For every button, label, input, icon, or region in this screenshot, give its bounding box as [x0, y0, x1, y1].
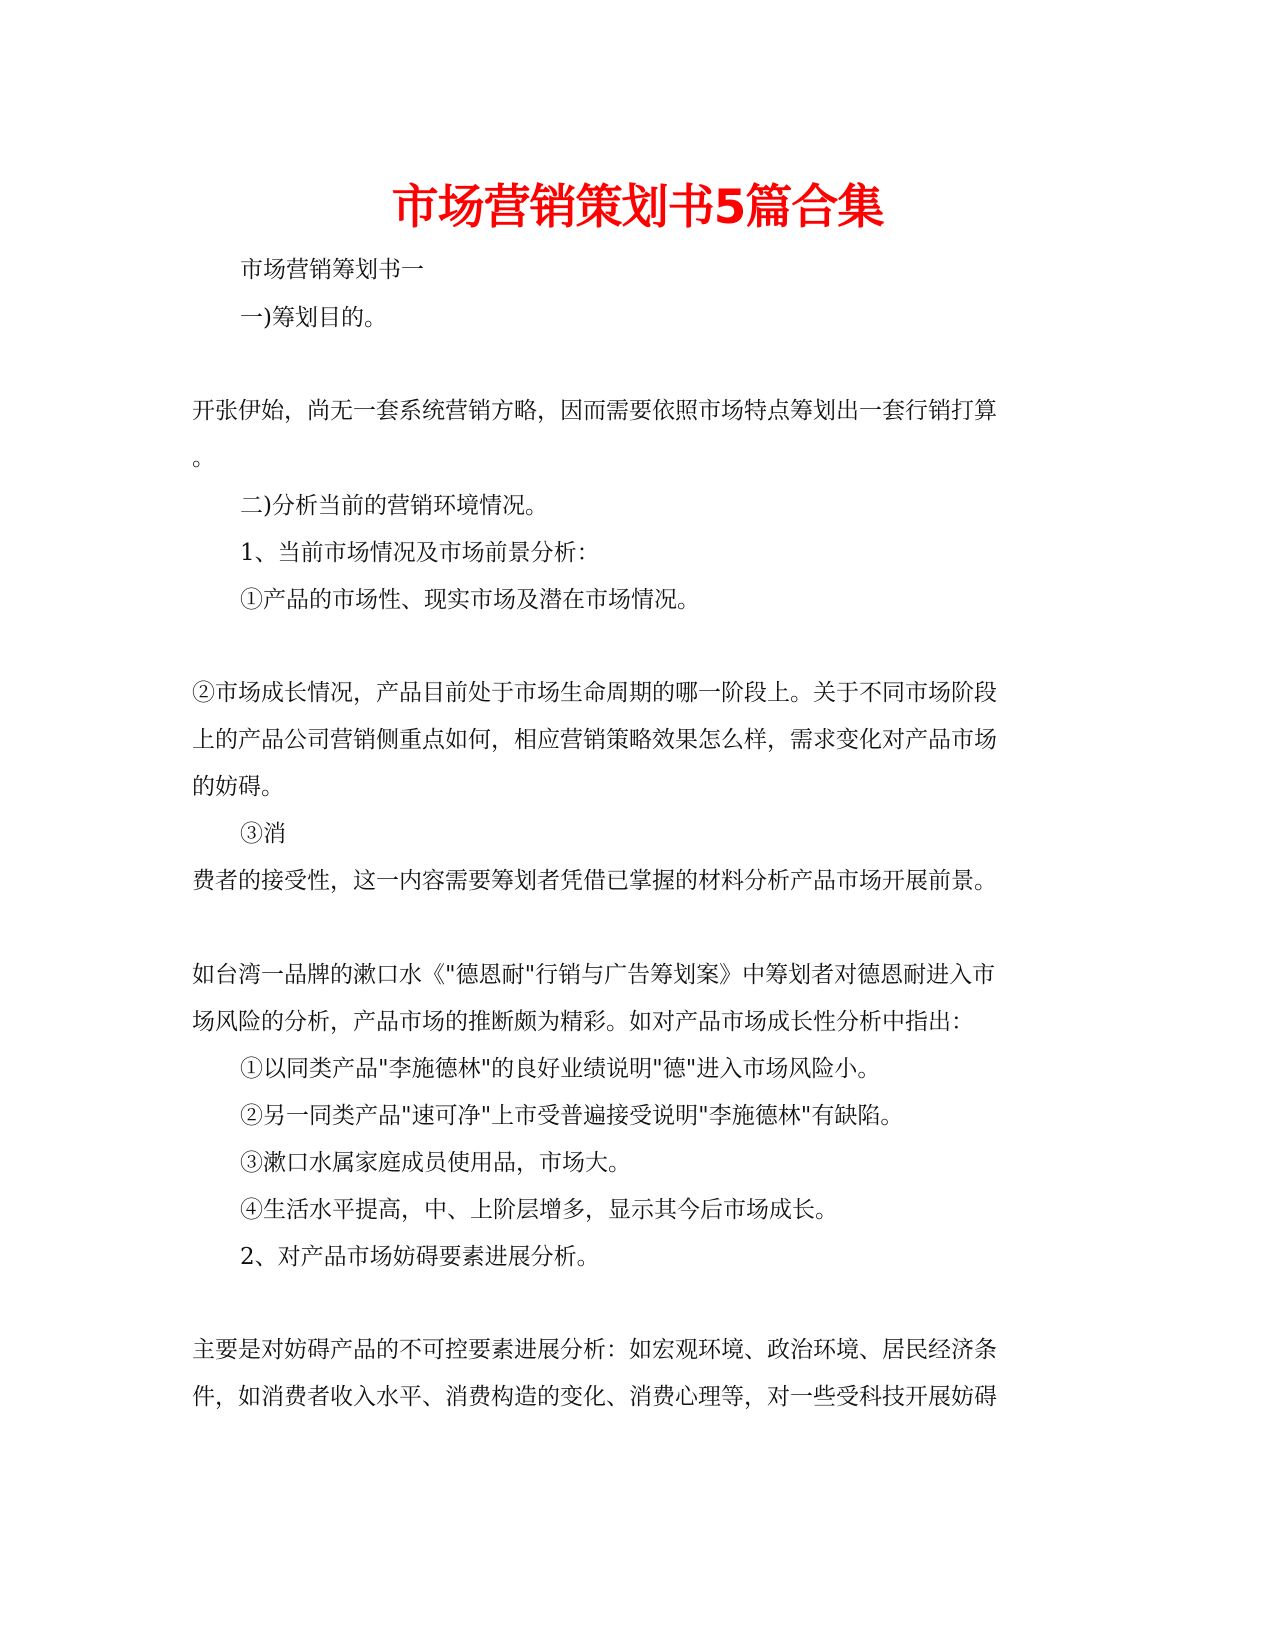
- list-item: ①产品的市场性、现实市场及潜在市场情况。: [240, 587, 700, 613]
- paragraph-line: 开张伊始，尚无一套系统营销方略，因而需要依照市场特点筹划出一套行销打算: [192, 398, 997, 424]
- subheading: 二)分析当前的营销环境情况。: [240, 493, 548, 519]
- subheading: 一)筹划目的。: [240, 305, 387, 331]
- paragraph-line: 场风险的分析，产品市场的推断颇为精彩。如对产品市场成长性分析中指出：: [192, 1009, 974, 1035]
- paragraph-line: 。: [192, 445, 215, 471]
- paragraph-line: 费者的接受性，这一内容需要筹划者凭借已掌握的材料分析产品市场开展前景。: [192, 868, 997, 894]
- list-item: 1、当前市场情况及市场前景分析：: [240, 540, 600, 566]
- paragraph-line: 上的产品公司营销侧重点如何，相应营销策略效果怎么样，需求变化对产品市场: [192, 727, 997, 753]
- paragraph-line: 件，如消费者收入水平、消费构造的变化、消费心理等，对一些受科技开展妨碍: [192, 1384, 997, 1410]
- paragraph-line: 的妨碍。: [192, 774, 284, 800]
- document-title: 市场营销策划书5篇合集: [391, 180, 884, 235]
- list-item: ③漱口水属家庭成员使用品，市场大。: [240, 1150, 631, 1176]
- list-item: ②另一同类产品"速可净"上市受普遍接受说明"李施德林"有缺陷。: [240, 1103, 904, 1129]
- section-heading: 市场营销筹划书一: [240, 257, 424, 283]
- paragraph-line: 主要是对妨碍产品的不可控要素进展分析：如宏观环境、政治环境、居民经济条: [192, 1337, 997, 1363]
- list-item: 2、对产品市场妨碍要素进展分析。: [240, 1244, 600, 1270]
- paragraph-line: 如台湾一品牌的漱口水《"德恩耐"行销与广告筹划案》中筹划者对德恩耐进入市: [192, 962, 996, 988]
- paragraph-line: ②市场成长情况，产品目前处于市场生命周期的哪一阶段上。关于不同市场阶段: [192, 680, 997, 706]
- list-item: ④生活水平提高，中、上阶层增多，显示其今后市场成长。: [240, 1197, 838, 1223]
- list-item: ③消: [240, 821, 286, 847]
- list-item: ①以同类产品"李施德林"的良好业绩说明"德"进入市场风险小。: [240, 1056, 881, 1082]
